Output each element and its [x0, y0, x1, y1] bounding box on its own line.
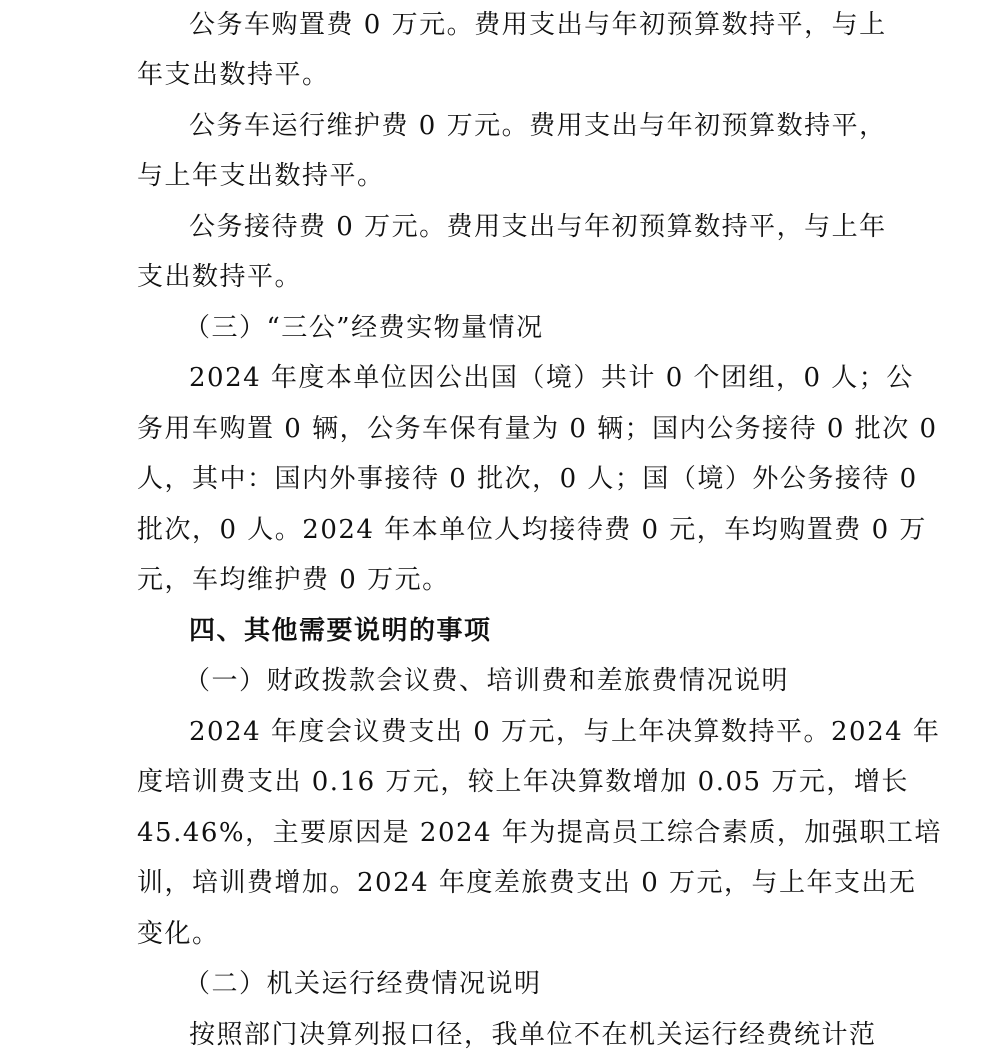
paragraph-line: 变化。 [137, 919, 220, 949]
paragraph-line: 公务车运行维护费 0 万元。费用支出与年初预算数持平， [189, 111, 887, 141]
paragraph-line: 年支出数持平。 [137, 60, 330, 90]
paragraph-line: 度培训费支出 0.16 万元，较上年决算数增加 0.05 万元，增长 [137, 767, 909, 797]
paragraph-line: 45.46%，主要原因是 2024 年为提高员工综合素质，加强职工培 [137, 818, 942, 848]
paragraph-line: 元，车均维护费 0 万元。 [137, 565, 450, 595]
paragraph-line: 务用车购置 0 辆，公务车保有量为 0 辆；国内公务接待 0 批次 0 [137, 414, 938, 444]
paragraph-line: 批次，0 人。2024 年本单位人均接待费 0 元，车均购置费 0 万 [137, 515, 927, 545]
section-subheading: （三）“三公”经费实物量情况 [184, 313, 544, 343]
paragraph-line: 公务接待费 0 万元。费用支出与年初预算数持平，与上年 [189, 212, 887, 242]
paragraph-line: 人，其中：国内外事接待 0 批次，0 人；国（境）外公务接待 0 [137, 464, 918, 494]
section-subheading: （二）机关运行经费情况说明 [184, 969, 542, 999]
paragraph-line: 2024 年度本单位因公出国（境）共计 0 个团组，0 人；公 [189, 363, 914, 393]
paragraph-line: 2024 年度会议费支出 0 万元，与上年决算数持平。2024 年 [189, 717, 941, 747]
section-heading: 四、其他需要说明的事项 [189, 616, 492, 646]
paragraph-line: 支出数持平。 [137, 262, 303, 292]
paragraph-line: 与上年支出数持平。 [137, 161, 385, 191]
paragraph-line: 训，培训费增加。2024 年度差旅费支出 0 万元，与上年支出无 [137, 868, 917, 898]
paragraph-line: 按照部门决算列报口径，我单位不在机关运行经费统计范 [189, 1020, 877, 1050]
paragraph-line: 公务车购置费 0 万元。费用支出与年初预算数持平，与上 [189, 10, 887, 40]
section-subheading: （一）财政拨款会议费、培训费和差旅费情况说明 [184, 666, 790, 696]
